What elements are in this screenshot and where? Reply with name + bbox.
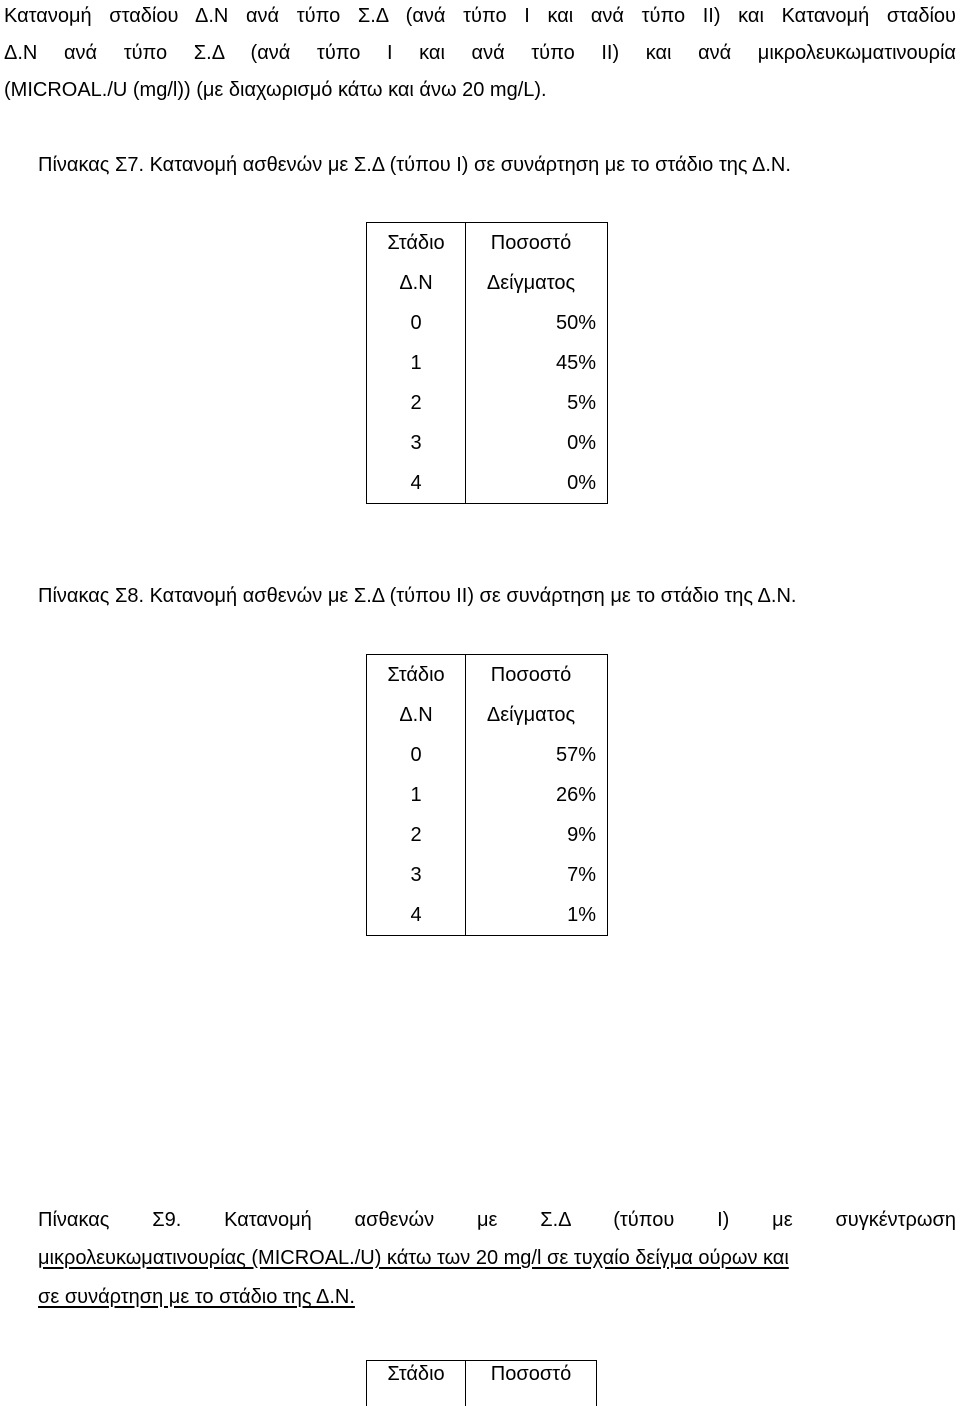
table-s9-caption-line-1: Πίνακας Σ9. Κατανομή ασθενών με Σ.Δ (τύπου Ι) με συγκέντρωση [38,1209,956,1231]
percent-cell: 45% [466,343,608,383]
percent-cell: 1% [466,895,608,936]
table-s8-header-percent-2: Δείγματος [466,695,608,735]
table-s9-header-percent: Ποσοστό [490,1363,572,1385]
table-row [367,815,608,855]
intro-line-2: Δ.Ν ανά τύπο Σ.Δ (ανά τύπο Ι και ανά τύπο ΙΙ) και ανά μικρολευκωματινουρία [4,42,956,64]
table-s7 [366,222,608,504]
percent-cell: 7% [466,855,608,895]
percent-cell: 50% [466,303,608,343]
table-s7-caption: Πίνακας Σ7. Κατανομή ασθενών με Σ.Δ (τύπου Ι) σε συνάρτηση με το στάδιο της Δ.Ν. [38,154,791,176]
stage-cell: 1 [410,783,422,806]
table-row [367,423,608,463]
table-s7-header-stage: Στάδιο [387,231,445,254]
percent-cell: 0% [466,463,608,504]
table-row [367,775,608,815]
stage-cell: 4 [410,471,422,494]
intro-line-3: (MICROAL./U (mg/l)) (με διαχωρισμό κάτω και άνω 20 mg/L). [4,79,547,101]
table-s7-header-percent-2: Δείγματος [466,263,608,303]
table-s8 [366,654,608,936]
percent-cell: 57% [466,735,608,775]
table-s7-header-percent: Ποσοστό [466,223,608,264]
stage-cell: 0 [410,311,422,334]
table-s8-header-stage-2: Δ.Ν [399,703,433,726]
stage-cell: 3 [410,431,422,454]
stage-cell: 1 [410,351,422,374]
stage-cell: 2 [410,391,422,414]
percent-cell: 0% [466,423,608,463]
stage-cell: 2 [410,823,422,846]
intro-line-1: Κατανομή σταδίου Δ.Ν ανά τύπο Σ.Δ (ανά τύπο Ι και ανά τύπο ΙΙ) και Κατανομή σταδίου [4,5,956,27]
table-row [367,895,608,936]
stage-cell: 4 [410,903,422,926]
table-s9-caption-line-3: σε συνάρτηση με το στάδιο της Δ.Ν. [38,1286,355,1308]
percent-cell: 26% [466,775,608,815]
table-row [367,855,608,895]
percent-cell: 9% [466,815,608,855]
table-s8-header-percent: Ποσοστό [466,655,608,696]
table-row [367,463,608,504]
stage-cell: 0 [410,743,422,766]
table-s9-header-stage: Στάδιο [387,1363,445,1385]
table-row [367,343,608,383]
table-row [367,383,608,423]
stage-cell: 3 [410,863,422,886]
table-row [367,735,608,775]
table-s9-caption-line-2: μικρολευκωματινουρίας (MICROAL./U) κάτω των 20 mg/l σε τυχαίο δείγμα ούρων και [38,1247,789,1269]
table-s8-header-stage: Στάδιο [387,663,445,686]
table-row [367,303,608,343]
table-s8-caption: Πίνακας Σ8. Κατανομή ασθενών με Σ.Δ (τύπου ΙΙ) σε συνάρτηση με το στάδιο της Δ.Ν. [38,585,797,607]
table-s7-header-stage-2: Δ.Ν [399,271,433,294]
table-s9 [366,1360,597,1406]
percent-cell: 5% [466,383,608,423]
